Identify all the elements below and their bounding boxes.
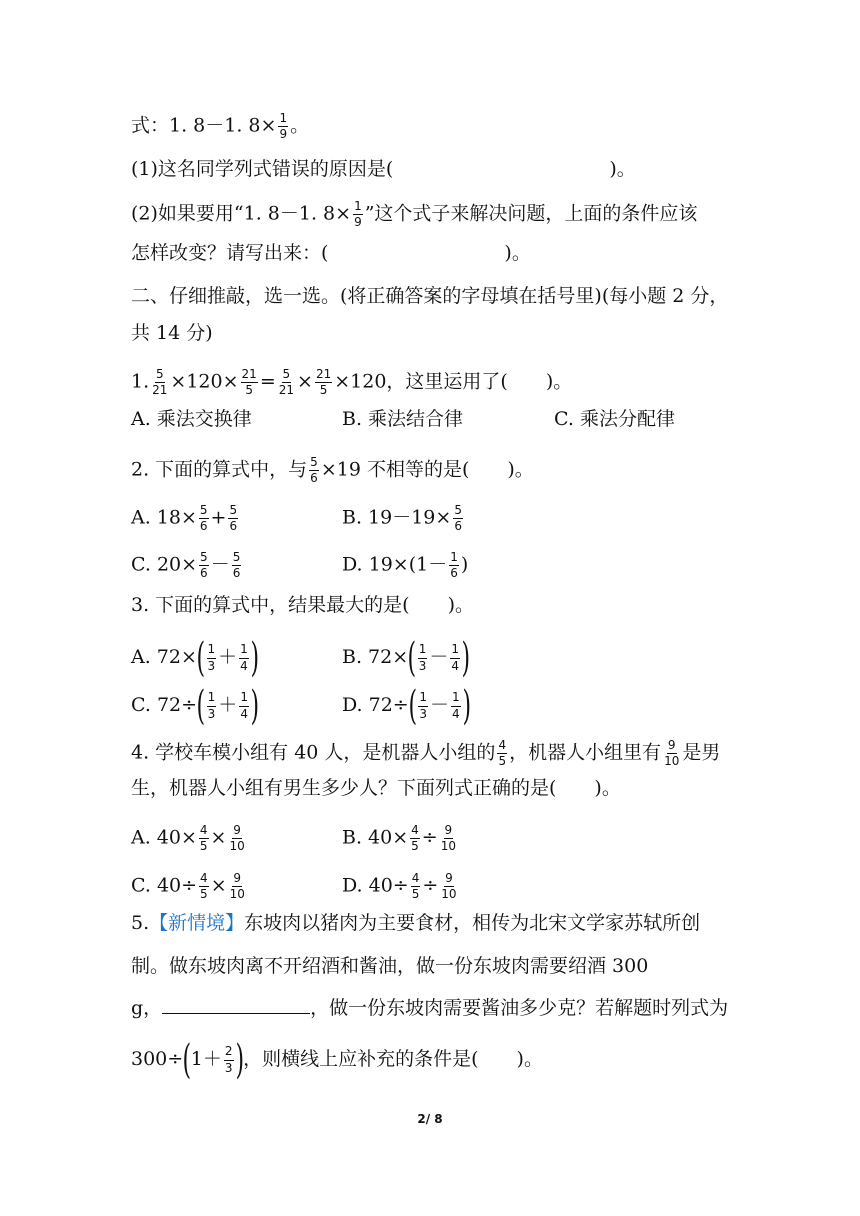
denominator: 5	[319, 383, 328, 398]
operator: －	[429, 646, 449, 668]
operator: ×	[210, 826, 227, 849]
numerator: 9	[444, 824, 454, 839]
denominator: 3	[418, 658, 427, 673]
operator: ÷	[421, 826, 438, 849]
numerator: 5	[453, 504, 463, 519]
q1-option-c[interactable]: C. 乘法分配律	[554, 408, 675, 430]
question-text-cont: ×19 不相等的是( )。	[320, 458, 534, 481]
question-text: 东坡肉以猪肉为主要食材，相传为北宋文学家苏轼所创	[244, 912, 701, 934]
q1-option-b[interactable]: B. 乘法结合律	[342, 408, 464, 430]
numerator: 4	[410, 824, 420, 839]
numerator: 5	[282, 368, 292, 383]
fraction	[207, 691, 217, 720]
page-number: 2/ 8	[417, 1112, 443, 1126]
fraction	[278, 368, 295, 397]
question-change-line2	[131, 244, 531, 263]
denominator: 6	[200, 566, 208, 581]
option-text: A. 72×	[131, 646, 197, 668]
denominator: 3	[207, 706, 216, 721]
fraction	[239, 643, 249, 672]
denominator: 5	[200, 887, 208, 902]
option-text: B. 19－19×	[342, 506, 452, 529]
fraction	[497, 739, 507, 768]
denominator: 6	[310, 471, 318, 486]
numerator: 5	[199, 551, 209, 566]
q4-option-c[interactable]	[131, 872, 248, 901]
paren-open: (	[407, 635, 417, 681]
fraction	[440, 824, 457, 853]
option-text: D. 19×(1－	[342, 553, 448, 576]
denominator: 5	[411, 839, 419, 854]
denominator: 6	[454, 519, 462, 534]
question-2	[131, 456, 534, 485]
numerator: 2	[224, 1045, 234, 1060]
fraction	[228, 504, 238, 533]
q2-option-a[interactable]	[131, 504, 240, 533]
fraction	[663, 739, 680, 768]
operator: －	[210, 553, 230, 576]
numerator: 21	[315, 368, 332, 383]
denominator: 9	[354, 215, 362, 230]
option-text: D. 72÷	[342, 694, 409, 716]
numerator: 1	[451, 691, 461, 706]
fraction	[450, 643, 460, 672]
numerator: 9	[232, 824, 242, 839]
operator: ×	[210, 874, 227, 897]
fraction	[224, 1045, 234, 1074]
numerator: 1	[449, 551, 459, 566]
question-4	[131, 739, 720, 768]
operator: ＋	[218, 694, 238, 716]
option-text: A. 18×	[131, 506, 197, 529]
fraction	[418, 691, 428, 720]
q3-option-c[interactable]	[131, 683, 260, 729]
q4-option-a[interactable]	[131, 824, 248, 853]
bracket-close: )。	[504, 242, 531, 264]
fraction	[229, 872, 246, 901]
paren-close: )	[461, 635, 471, 681]
q3-option-b[interactable]	[342, 635, 471, 681]
question-5-line2: 制。做东坡肉离不开绍酒和酱油，做一份东坡肉需要绍酒 300	[131, 955, 649, 977]
question-number: 1.	[131, 370, 150, 393]
question-text: (2)如果要用“1. 8－1. 8×	[131, 202, 352, 225]
question-1	[131, 368, 572, 397]
expr-part: ×120×	[170, 370, 239, 393]
formula-suffix: 。	[290, 114, 310, 137]
fraction	[315, 368, 332, 397]
denominator: 4	[240, 658, 248, 673]
q1-option-a[interactable]: A. 乘法交换律	[131, 408, 252, 430]
numerator: 1	[207, 691, 217, 706]
formula-line	[131, 112, 309, 141]
fraction	[453, 504, 463, 533]
expr-part: 1＋	[190, 1048, 222, 1070]
option-text: D. 40÷	[342, 874, 409, 897]
numerator: 1	[239, 691, 249, 706]
denominator: 5	[498, 754, 507, 769]
question-text: ×120，这里运用了( )。	[334, 370, 573, 393]
denominator: 5	[199, 839, 208, 854]
question-text-end: 是男	[682, 741, 721, 764]
denominator: 9	[279, 127, 288, 142]
paren-close: )	[235, 1037, 244, 1083]
times-sign: ×	[297, 370, 313, 393]
denominator: 3	[224, 1060, 233, 1075]
option-text: B. 72×	[342, 646, 409, 668]
operator: ＋	[218, 646, 238, 668]
option-text: A. 40×	[131, 826, 197, 849]
question-text: 4. 学校车模小组有 40 人，是机器人小组的	[131, 741, 496, 764]
numerator: 21	[241, 368, 258, 383]
denominator: 4	[452, 706, 460, 721]
numerator: 4	[199, 872, 209, 887]
fraction	[239, 691, 249, 720]
fraction	[411, 872, 421, 901]
fraction	[309, 456, 319, 485]
q2-option-c[interactable]	[131, 551, 243, 580]
numerator: 4	[199, 824, 209, 839]
equals-sign: =	[259, 370, 276, 393]
fraction	[199, 504, 209, 533]
section-heading: 二、仔细推敲，选一选。(将正确答案的字母填在括号里)(每小题 2 分，	[131, 285, 729, 307]
paren-open: (	[196, 635, 206, 681]
question-change	[131, 200, 697, 229]
denominator: 3	[207, 658, 216, 673]
unit-text: g，	[131, 997, 163, 1019]
fraction	[449, 551, 459, 580]
denominator: 6	[229, 519, 238, 534]
numerator: 5	[199, 504, 209, 519]
fraction	[440, 872, 457, 901]
new-context-tag: 【新情境】	[149, 912, 245, 934]
operator: ÷	[422, 874, 439, 897]
denominator: 21	[278, 383, 295, 398]
fraction	[353, 200, 363, 229]
paren-close: )	[460, 553, 469, 576]
question-text-cont: ”这个式子来解决问题，上面的条件应该	[364, 202, 698, 225]
question-5-line3	[131, 997, 728, 1018]
paren-close: )	[250, 683, 260, 729]
fraction	[207, 643, 217, 672]
option-text: B. 40×	[342, 826, 409, 849]
denominator: 10	[440, 839, 456, 854]
numerator: 4	[497, 739, 507, 754]
numerator: 9	[444, 872, 454, 887]
numerator: 1	[418, 643, 428, 658]
numerator: 4	[411, 872, 421, 887]
numerator: 1	[450, 643, 460, 658]
numerator: 1	[207, 643, 217, 658]
denominator: 6	[232, 566, 241, 581]
fill-in-blank[interactable]	[162, 997, 310, 1014]
question-5-line4	[131, 1037, 543, 1083]
section-heading-line2: 共 14 分)	[131, 322, 213, 344]
paren-close: )	[462, 683, 471, 729]
question-number: 5.	[131, 912, 150, 934]
fraction	[232, 551, 242, 580]
fraction	[410, 824, 420, 853]
numerator: 9	[232, 872, 242, 887]
expr-part: 300÷	[131, 1048, 184, 1070]
numerator: 1	[418, 691, 428, 706]
denominator: 3	[419, 706, 427, 721]
question-text: 怎样改变？请写出来：(	[131, 242, 329, 264]
q2-option-d[interactable]	[342, 551, 468, 580]
numerator: 1	[353, 200, 363, 215]
fraction	[241, 368, 258, 397]
question-text-cont: ，机器人小组里有	[509, 741, 662, 764]
q3-option-d[interactable]	[342, 683, 471, 729]
fraction	[418, 643, 428, 672]
paren-open: (	[408, 683, 417, 729]
q4-option-b[interactable]	[342, 824, 459, 853]
denominator: 21	[152, 383, 168, 398]
option-text: C. 40÷	[131, 874, 198, 897]
denominator: 10	[441, 887, 457, 902]
question-text: 2. 下面的算式中，与	[131, 458, 308, 481]
question-5	[131, 914, 700, 933]
option-text: C. 20×	[131, 553, 198, 576]
fraction	[199, 824, 209, 853]
denominator: 5	[411, 887, 420, 902]
denominator: 10	[229, 887, 245, 902]
operator: －	[429, 694, 449, 716]
paren-open: (	[196, 683, 206, 729]
fraction	[151, 368, 168, 397]
option-text: C. 72÷	[131, 694, 198, 716]
formula-text: 式：1. 8－1. 8×	[131, 114, 277, 137]
bracket-close: )。	[609, 158, 636, 180]
denominator: 4	[240, 706, 248, 721]
question-text: ，则横线上应补充的条件是( )。	[243, 1048, 543, 1070]
operator: +	[210, 506, 227, 529]
numerator: 1	[278, 112, 288, 127]
fraction	[451, 691, 461, 720]
numerator: 9	[667, 739, 677, 754]
numerator: 5	[155, 368, 165, 383]
question-text: ，做一份东坡肉需要酱油多少克？若解题时列式为	[310, 997, 729, 1019]
numerator: 5	[228, 504, 238, 519]
question-3: 3. 下面的算式中，结果最大的是( )。	[131, 594, 474, 616]
question-reason	[131, 160, 636, 179]
numerator: 1	[239, 643, 249, 658]
denominator: 10	[664, 754, 680, 769]
fraction	[228, 824, 245, 853]
fraction	[199, 551, 209, 580]
denominator: 6	[199, 519, 208, 534]
denominator: 5	[245, 383, 253, 398]
question-4-line2: 生，机器人小组有男生多少人？下面列式正确的是( )。	[131, 777, 621, 799]
denominator: 6	[450, 566, 458, 581]
denominator: 10	[229, 839, 245, 854]
fraction	[278, 112, 288, 141]
q4-option-d[interactable]	[342, 872, 460, 901]
q3-option-a[interactable]	[131, 635, 259, 681]
denominator: 4	[451, 658, 460, 673]
q2-option-b[interactable]	[342, 504, 465, 533]
question-text: (1)这名同学列式错误的原因是(	[131, 158, 394, 180]
numerator: 5	[232, 551, 242, 566]
numerator: 5	[309, 456, 319, 471]
fraction	[199, 872, 209, 901]
paren-close: )	[250, 635, 259, 681]
paren-open: (	[182, 1037, 192, 1083]
